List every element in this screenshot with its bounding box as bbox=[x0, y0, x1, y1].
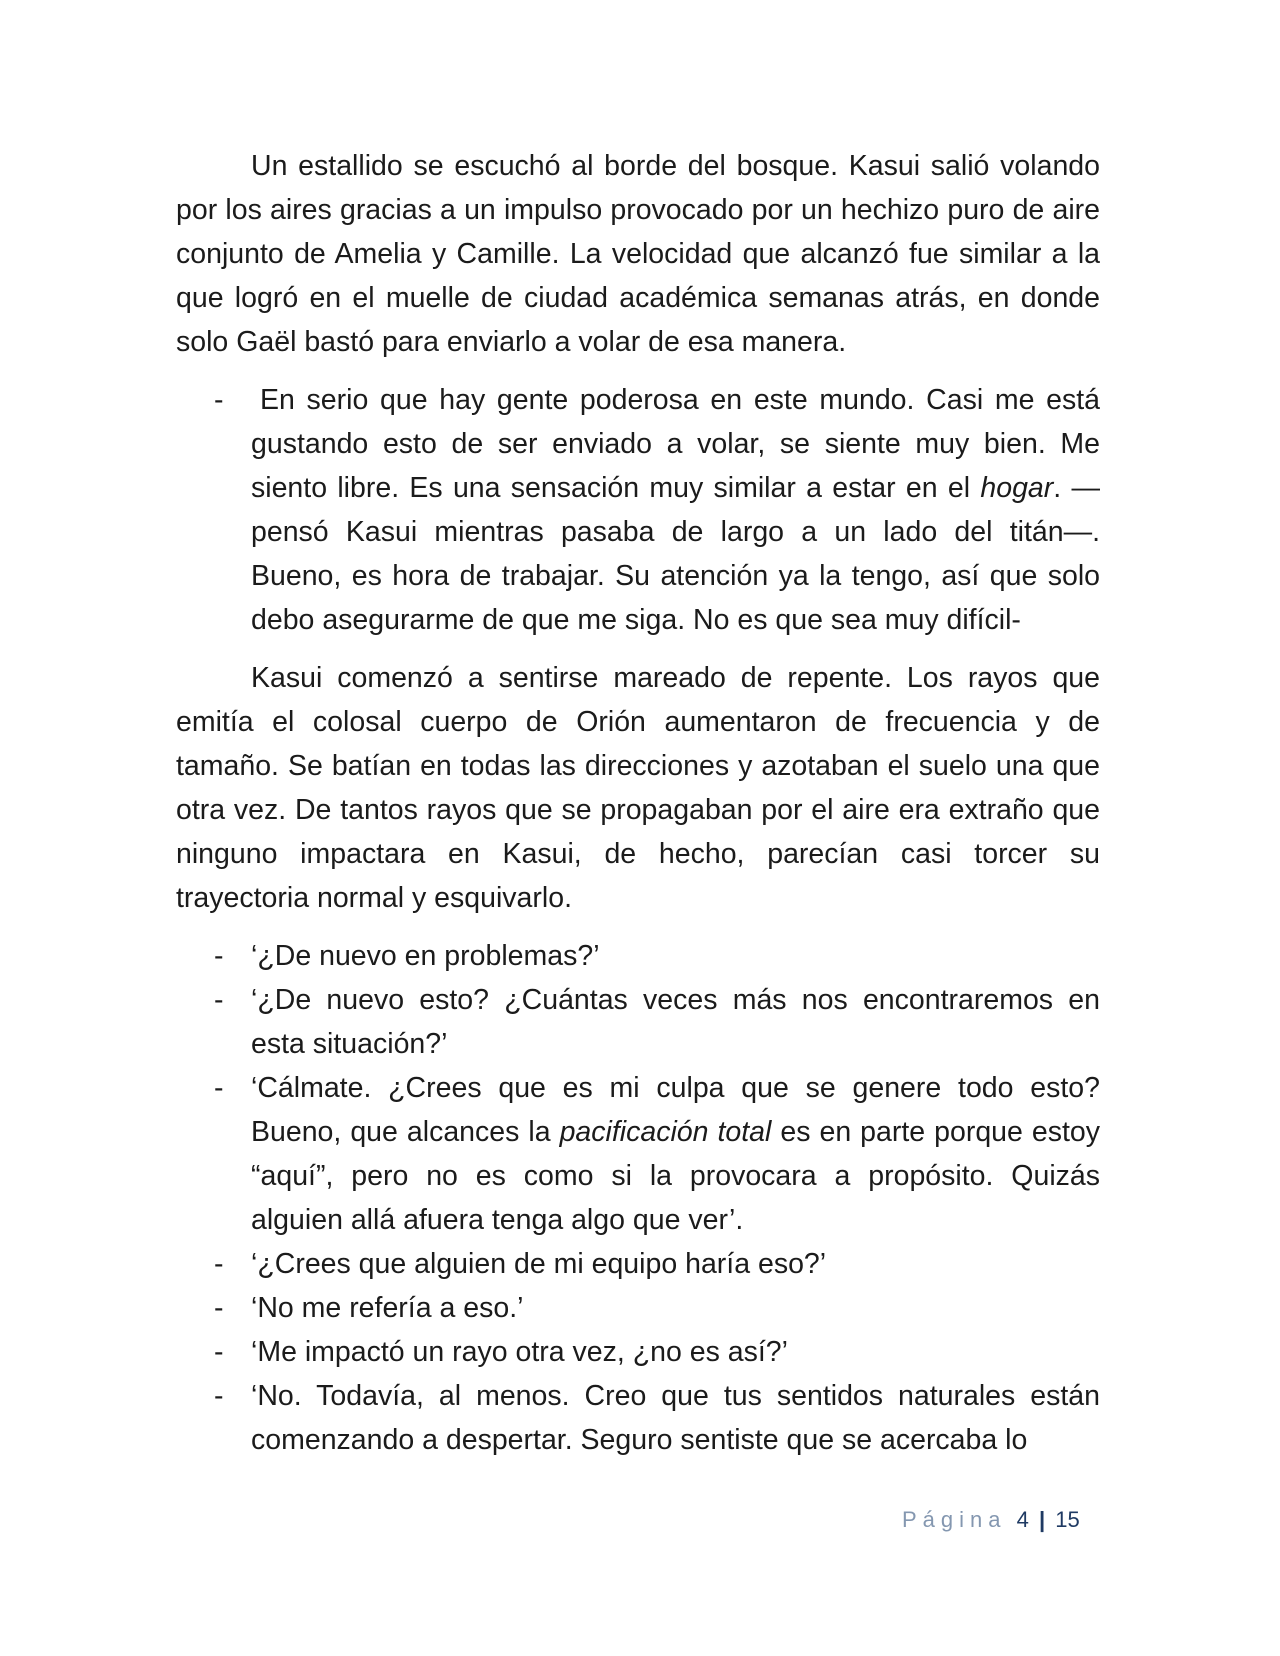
page-word: Página bbox=[902, 1507, 1007, 1532]
dialogue-line-1 bbox=[176, 934, 1100, 978]
dialogue-dash: - bbox=[214, 384, 224, 416]
dialogue-line-6 bbox=[176, 1330, 1100, 1374]
document-page bbox=[176, 144, 1100, 1462]
dialogue-list bbox=[176, 934, 1100, 1462]
page-footer bbox=[902, 1506, 1080, 1534]
dialogue-dash: - bbox=[214, 1380, 224, 1412]
dialogue-dash: - bbox=[214, 1292, 224, 1324]
thought-list bbox=[176, 378, 1100, 642]
narrative-paragraph-1: Un estallido se escuchó al borde del bosque. Kasui salió volando por los aires gracias a un impulso provocado por un hechizo puro de aire conjunto de Amelia y Camille. La velocidad que alcanzó fue similar a la que logró en el muelle de ciudad académica semanas atrás, en donde solo Gaël bastó para enviarlo a volar de esa manera. bbox=[176, 150, 1100, 358]
dialogue-italic-phrase: pacificación total bbox=[559, 1116, 772, 1148]
dialogue-text-after: es en parte porque estoy “aquí”, pero no es como si la provocara a propósito. Quizás alguien allá afuera tenga algo que ver’. bbox=[251, 1116, 1101, 1236]
dialogue-text: ‘No me refería a eso.’ bbox=[251, 1292, 524, 1324]
dialogue-text: ‘¿Crees que alguien de mi equipo haría eso?’ bbox=[251, 1248, 827, 1280]
thought-italic-word: hogar bbox=[980, 472, 1054, 504]
thought-item bbox=[176, 378, 1100, 642]
page-total: 15 bbox=[1055, 1507, 1080, 1532]
dialogue-line-7 bbox=[176, 1374, 1100, 1462]
dialogue-dash: - bbox=[214, 1248, 224, 1280]
dialogue-dash: - bbox=[214, 984, 224, 1016]
page-number: 4 bbox=[1016, 1507, 1029, 1532]
dialogue-line-4 bbox=[176, 1242, 1100, 1286]
dialogue-text-before: ‘Cálmate. ¿Crees que es mi culpa que se genere todo esto? Bueno, que alcances la bbox=[251, 1072, 1100, 1148]
dialogue-text: ‘No. Todavía, al menos. Creo que tus sentidos naturales están comenzando a despertar. Seguro sentiste que se acercaba lo bbox=[251, 1380, 1100, 1456]
dialogue-dash: - bbox=[214, 1336, 224, 1368]
page-separator: | bbox=[1039, 1507, 1046, 1532]
dialogue-dash: - bbox=[214, 940, 224, 972]
dialogue-dash: - bbox=[214, 1072, 224, 1104]
thought-text-part1: En serio que hay gente poderosa en este mundo. Casi me está gustando esto de ser enviado a volar, se siente muy bien. Me siento libre. Es una sensación muy similar a estar en el bbox=[251, 384, 1100, 504]
dialogue-line-5 bbox=[176, 1286, 1100, 1330]
thought-text-part2: . —pensó Kasui mientras pasaba de largo a un lado del titán—. Bueno, es hora de trabajar. Su atención ya la tengo, así que solo debo asegurarme de que me siga. No es que sea muy difícil- bbox=[251, 472, 1100, 636]
dialogue-text: ‘¿De nuevo esto? ¿Cuántas veces más nos encontraremos en esta situación?’ bbox=[251, 984, 1100, 1060]
narrative-paragraph-2: Kasui comenzó a sentirse mareado de repente. Los rayos que emitía el colosal cuerpo de Orión aumentaron de frecuencia y de tamaño. Se batían en todas las direcciones y azotaban el suelo una que otra vez. De tantos rayos que se propagaban por el aire era extraño que ninguno impactara en Kasui, de hecho, parecían casi torcer su trayectoria normal y esquivarlo. bbox=[176, 662, 1100, 914]
dialogue-line-3 bbox=[176, 1066, 1100, 1242]
thought-text bbox=[251, 384, 1100, 636]
dialogue-text: ‘¿De nuevo en problemas?’ bbox=[251, 940, 600, 972]
dialogue-line-2 bbox=[176, 978, 1100, 1066]
dialogue-text: ‘Me impactó un rayo otra vez, ¿no es así?’ bbox=[251, 1336, 788, 1368]
